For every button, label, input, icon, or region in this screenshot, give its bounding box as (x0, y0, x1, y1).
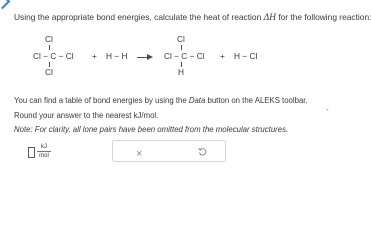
question-text-end: for the following reaction: (276, 12, 371, 22)
instruction-rounding: Round your answer to the nearest kJ/mol. (14, 111, 159, 120)
delta-h-symbol: ΔH (263, 13, 276, 23)
unit-numerator: kJ (37, 143, 51, 152)
bond-line (49, 45, 50, 50)
reactant2-h2: H − H (106, 51, 128, 61)
unit-fraction (37, 143, 51, 160)
question-text: Using the appropriate bond energies, calculate the heat of reaction (14, 12, 264, 22)
product2-hcl: H − Cl (234, 51, 258, 61)
action-panel (112, 140, 226, 162)
plus-sign: + (220, 51, 225, 61)
answer-input[interactable] (28, 147, 35, 158)
unit-denominator: mol (39, 153, 49, 159)
instruction-text-end: button on the ALEKS toolbar. (205, 96, 308, 105)
arrow-head-icon (147, 54, 153, 60)
question-prompt (14, 12, 371, 23)
undo-icon[interactable] (198, 147, 207, 156)
stray-mark: - (326, 105, 329, 114)
reactant1-main-chain: Cl − C − Cl (33, 51, 74, 61)
product1-top-cl: Cl (177, 34, 185, 44)
instruction-note (14, 125, 288, 134)
collapse-chevron-icon[interactable] (0, 0, 10, 9)
reactant1-bottom-cl: Cl (45, 67, 53, 77)
product1-main-chain: Cl − C − Cl (164, 51, 205, 61)
data-button-mention: Data (188, 96, 206, 105)
instruction-text: You can find a table of bond energies by using the (14, 96, 189, 105)
note-text: For clarity, all lone pairs have been omitted from the molecular structures. (32, 125, 289, 134)
reactant1-top-cl: Cl (45, 34, 53, 44)
instruction-data-button (14, 96, 308, 105)
note-label: Note: (14, 125, 33, 134)
bond-line (181, 45, 182, 50)
reaction-scheme (30, 34, 330, 86)
clear-button[interactable]: × (136, 148, 143, 160)
product1-bottom-h: H (178, 67, 184, 77)
plus-sign: + (92, 51, 97, 61)
